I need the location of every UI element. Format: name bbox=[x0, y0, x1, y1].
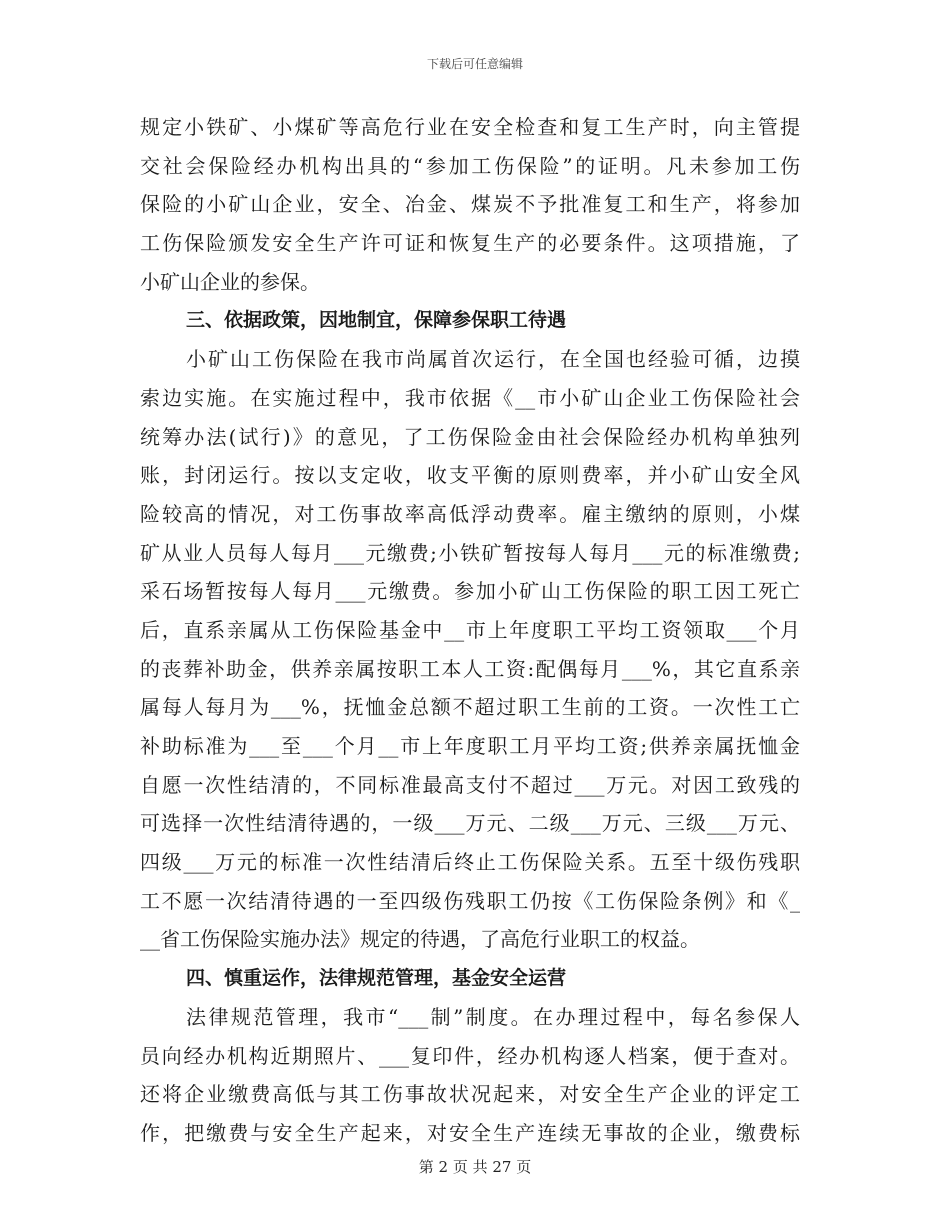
body-line: 属每人每月为___%，抚恤金总额不超过职工生前的工资。一次性工亡 bbox=[140, 695, 800, 720]
body-line: 补助标准为___至___个月__市上年度职工月平均工资;供养亲属抚恤金 bbox=[140, 734, 800, 758]
body-line: 统筹办法(试行)》的意见，了工伤保险金由社会保险经办机构单独列 bbox=[140, 424, 800, 449]
page-number: 第 2 页 共 27 页 bbox=[418, 1158, 532, 1176]
body-line: 矿从业人员每人每月___元缴费;小铁矿暂按每人每月___元的标准缴费; bbox=[140, 540, 800, 565]
body-line: 自愿一次性结清的，不同标准最高支付不超过___万元。对因工致残的 bbox=[140, 772, 800, 797]
body-line: __省工伤保险实施办法》规定的待遇，了高危行业职工的权益。 bbox=[140, 927, 700, 952]
body-line: 工不愿一次结清待遇的一至四级伤残职工仍按《工伤保险条例》和《_ bbox=[140, 888, 800, 913]
body-line: 作，把缴费与安全生产起来，对安全生产连续无事故的企业，缴费标 bbox=[140, 1120, 800, 1145]
body-line: 账，封闭运行。按以支定收，收支平衡的原则费率，并小矿山安全风 bbox=[140, 463, 800, 488]
body-line: 还将企业缴费高低与其工伤事故状况起来，对安全生产企业的评定工 bbox=[140, 1082, 800, 1107]
body-line: 后，直系亲属从工伤保险基金中__市上年度职工平均工资领取___个月 bbox=[140, 617, 800, 642]
body-line: 小矿山工伤保险在我市尚属首次运行，在全国也经验可循，边摸 bbox=[186, 347, 800, 372]
body-line: 法律规范管理，我市“___制”制度。在办理过程中，每名参保人 bbox=[186, 1004, 800, 1029]
section-heading-3: 三、依据政策，因地制宜，保障参保职工待遇 bbox=[186, 309, 567, 332]
body-line: 四级___万元的标准一次性结清后终止工伤保险关系。五至十级伤残职 bbox=[140, 850, 800, 875]
body-line: 采石场暂按每人每月___元缴费。参加小矿山工伤保险的职工因工死亡 bbox=[140, 579, 800, 604]
body-line: 交社会保险经办机构出具的“参加工伤保险”的证明。凡未参加工伤 bbox=[140, 153, 800, 178]
body-line: 索边实施。在实施过程中，我市依据《__市小矿山企业工伤保险社会 bbox=[140, 385, 800, 410]
document-body bbox=[140, 108, 800, 1153]
body-line: 小矿山企业的参保。 bbox=[140, 269, 320, 294]
page-header: 下载后可任意编辑 bbox=[426, 57, 523, 71]
body-line: 工伤保险颁发安全生产许可证和恢复生产的必要条件。这项措施，了 bbox=[140, 231, 800, 256]
section-heading-4: 四、慎重运作，法律规范管理，基金安全运营 bbox=[186, 967, 567, 990]
body-line: 可选择一次性结清待遇的，一级___万元、二级___万元、三级___万元、 bbox=[140, 811, 800, 836]
body-line: 规定小铁矿、小煤矿等高危行业在安全检查和复工生产时，向主管提 bbox=[140, 115, 800, 139]
body-line: 员向经办机构近期照片、___复印件，经办机构逐人档案，便于查对。 bbox=[140, 1043, 800, 1068]
body-line: 的丧葬补助金，供养亲属按职工本人工资:配偶每月___%，其它直系亲 bbox=[140, 656, 800, 681]
body-line: 保险的小矿山企业，安全、冶金、煤炭不予批准复工和生产，将参加 bbox=[140, 192, 800, 217]
body-line: 险较高的情况，对工伤事故率高低浮动费率。雇主缴纳的原则，小煤 bbox=[140, 501, 800, 526]
